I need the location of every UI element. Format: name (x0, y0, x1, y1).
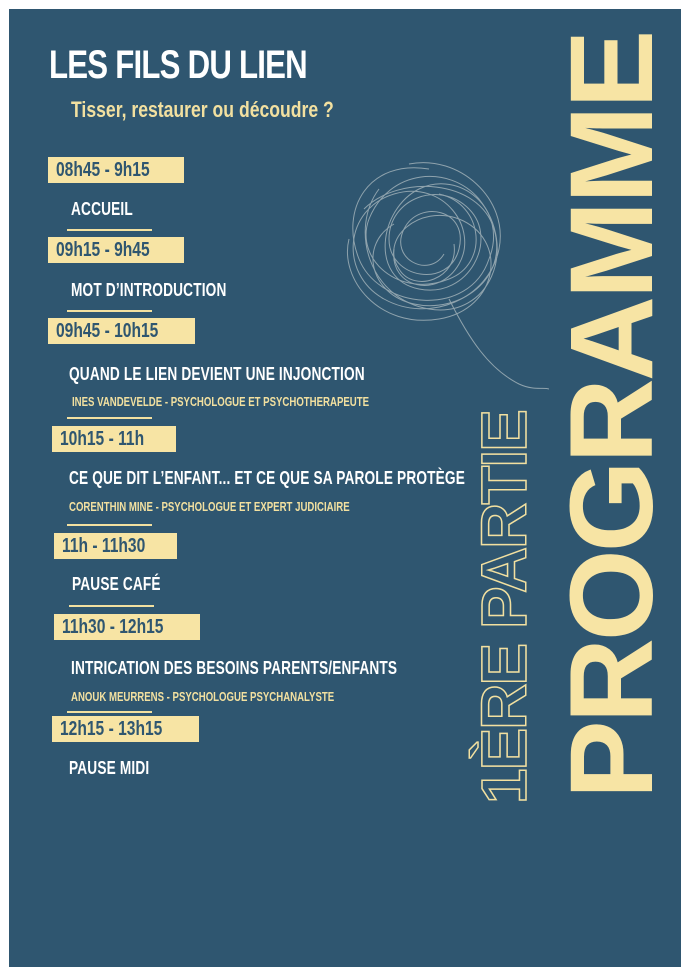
programme-heading: PROGRAMME (546, 32, 678, 799)
time-badge: 12h15 - 13h15 (52, 716, 199, 742)
session-title: ACCUEIL (71, 199, 133, 219)
session-title: QUAND LE LIEN DEVIENT UNE INJONCTION (69, 364, 365, 384)
event-subtitle: Tisser, restaurer ou découdre ? (71, 97, 334, 122)
part-heading: 1ÈRE PARTIE (468, 411, 540, 804)
programme-poster (9, 9, 681, 967)
divider (67, 524, 152, 526)
time-badge: 08h45 - 9h15 (48, 157, 184, 183)
event-title: LES FILS DU LIEN (49, 43, 307, 87)
time-badge: 09h15 - 9h45 (48, 237, 184, 263)
time-badge: 10h15 - 11h (52, 426, 176, 452)
divider (67, 310, 152, 312)
session-title: PAUSE MIDI (69, 758, 150, 778)
time-badge: 11h - 11h30 (54, 533, 177, 559)
divider (67, 229, 152, 231)
divider (67, 711, 152, 713)
speaker-name: INES VANDEVELDE - PSYCHOLOGUE ET PSYCHOTHERAPEUTE (72, 394, 370, 409)
time-badge: 11h30 - 12h15 (54, 614, 200, 640)
speaker-name: CORENTHIN MINE - PSYCHOLOGUE ET EXPERT JUDICIAIRE (69, 499, 350, 514)
divider (67, 417, 152, 419)
speaker-name: ANOUK MEURRENS - PSYCHOLOGUE PSYCHANALYSTE (71, 689, 335, 704)
session-title: INTRICATION DES BESOINS PARENTS/ENFANTS (71, 658, 398, 678)
time-badge: 09h45 - 10h15 (48, 318, 195, 344)
session-title: CE QUE DIT L’ENFANT... ET CE QUE SA PAROLE PROTÈGE (69, 468, 466, 488)
divider (69, 605, 154, 607)
session-title: PAUSE CAFÉ (72, 574, 161, 594)
session-title: MOT D’INTRODUCTION (71, 280, 227, 300)
